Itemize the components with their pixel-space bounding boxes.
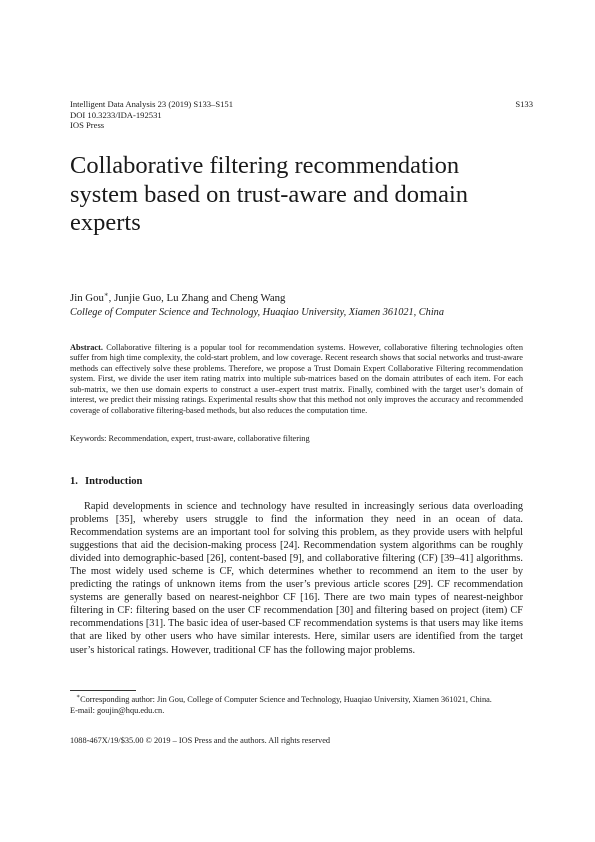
copyright-line: 1088-467X/19/$35.00 © 2019 – IOS Press and the authors. All rights reserved [70, 736, 331, 745]
body-text [70, 500, 523, 657]
corresponding-mark: ∗ [103, 290, 109, 299]
author-list [70, 292, 285, 305]
journal-header [70, 99, 233, 131]
section-number: 1. [70, 476, 78, 487]
footnote [70, 695, 525, 716]
page-number: S133 [515, 99, 533, 109]
title-line-2: system based on trust-aware and domain [70, 180, 469, 208]
doi: DOI 10.3233/IDA-192531 [70, 109, 162, 120]
journal-citation: Intelligent Data Analysis 23 (2019) S133–S151 [70, 99, 234, 109]
affiliation: College of Computer Science and Technology, Huaqiao University, Xiamen 361021, China [70, 307, 444, 318]
footnote-email: E-mail: goujin@hqu.edu.cn. [70, 705, 165, 715]
author-rest: , Junjie Guo, Lu Zhang and Cheng Wang [108, 292, 286, 304]
abstract-text: Collaborative filtering is a popular tool for recommendation systems. However, collaborative filtering technologies often suffer from high time complexity, the cold-start problem, and low coverage. Recent research shows that social networks and trust-aware methods can effectively solve these problems. Therefore, we propose a Trust Domain Expert Collaborative Filtering recommendation system. First, we divide the user item rating matrix into multiple sub-matrices based on the domain attributes of each item. For each sub-matrix, we then use domain experts to construct a user–expert trust matrix. Finally, combined with the target user’s domain of interest, we predict their missing ratings. Experimental results show that this method not only improves the accuracy and recommended coverage of collaborative filtering-based methods, but also reduces the computation time. [70, 343, 523, 415]
footnote-line-1: Corresponding author: Jin Gou, College of Computer Science and Technology, Huaqiao University, Xiamen 361021, China. [80, 695, 492, 704]
section-heading [70, 475, 142, 488]
footnote-mark: ∗ [76, 694, 81, 701]
author-first: Jin Gou [70, 292, 104, 304]
paper-title [70, 152, 530, 238]
paragraph-1: Rapid developments in science and technology have resulted in increasingly serious data overloading problems [35], whereby users struggle to find the information they need in an ocean of data. Recommendation systems are an important tool for solving this problem, as they provide users with helpful suggestions that aid the decision-making process [24]. Recommendation system algorithms can be roughly divided into demographic-based [26], content-based [9], and collaborative filtering (CF) [39–41] algorithms. The most widely used scheme is CF, which determines whether to recommend an item to the user by predicting the ratings of unknown items from the user’s previous article scores [29]. CF recommendation systems are generally based on nearest-neighbor CF [16]. There are two main types of nearest-neighbor filtering in CF: filtering based on the user CF recommendation [30] and filtering based on project (item) CF recommendations [31]. The basic idea of user-based CF recommendation systems is that users may like items that are liked by other users who have similar interests. Here, similar users are identified from the target user’s historical ratings. However, traditional CF has the following major problems. [70, 501, 523, 656]
title-line-1: Collaborative filtering recommendation [70, 152, 460, 179]
section-title: Introduction [84, 476, 143, 487]
title-line-3: experts [70, 209, 141, 236]
abstract-label: Abstract. [70, 343, 103, 352]
footnote-rule [70, 690, 136, 691]
keywords: Keywords: Recommendation, expert, trust-aware, collaborative filtering [70, 434, 310, 443]
abstract [70, 343, 523, 416]
publisher: IOS Press [70, 120, 105, 131]
